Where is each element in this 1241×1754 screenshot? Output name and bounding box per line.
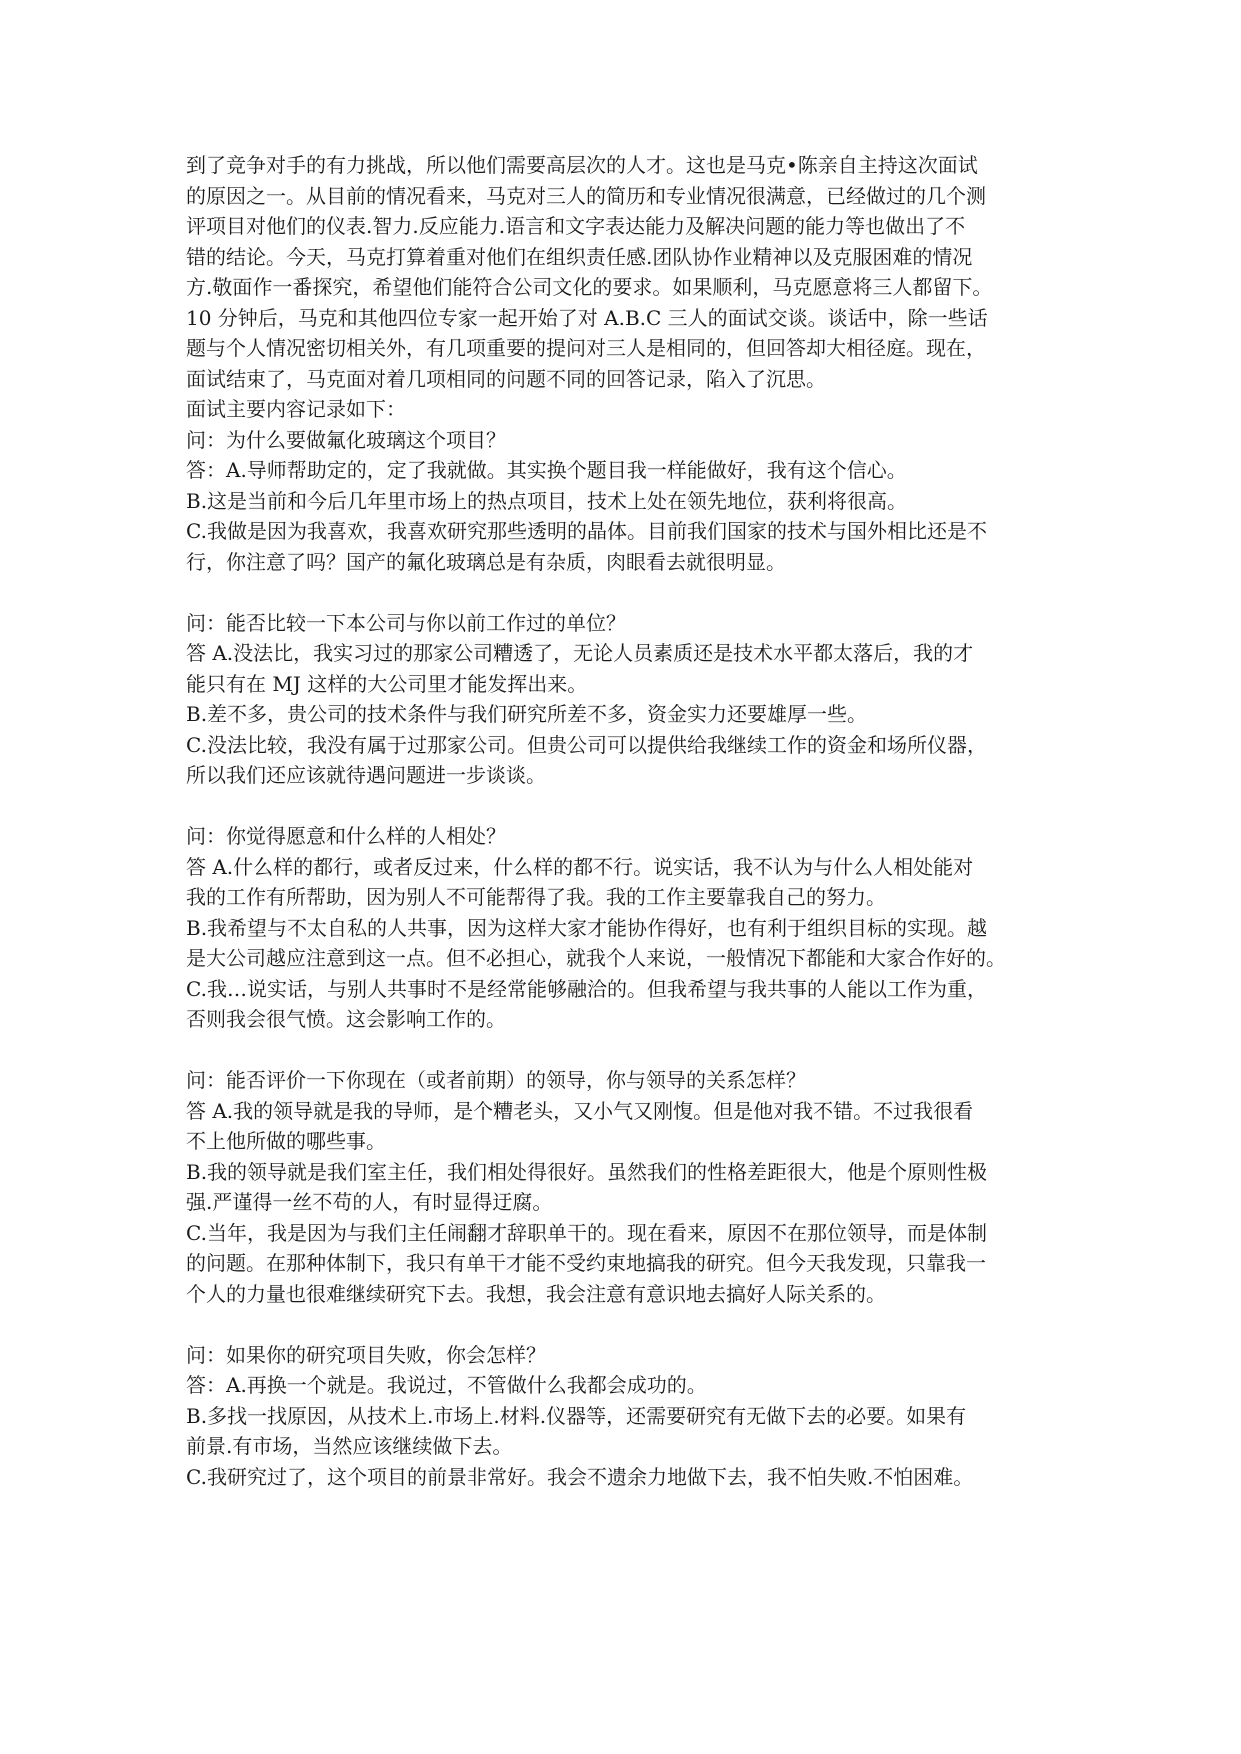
answer-c: 否则我会很气愤。这会影响工作的。 — [186, 1007, 506, 1031]
answer-b: 是大公司越应注意到这一点。但不必担心，就我个人来说，一般情况下都能和大家合作好的。 — [186, 946, 1006, 970]
answer-c: 所以我们还应该就待遇问题进一步谈谈。 — [186, 763, 546, 787]
paragraph-spacer — [186, 791, 1056, 822]
answer-c: 个人的力量也很难继续研究下去。我想，我会注意有意识地去搞好人际关系的。 — [186, 1281, 886, 1306]
answer-c: C.当年，我是因为与我们主任闹翻才辞职单干的。现在看来，原因不在那位领导，而是体制 — [186, 1220, 987, 1245]
answer-a: 我的工作有所帮助，因为别人不可能帮得了我。我的工作主要靠我自己的努力。 — [186, 885, 886, 909]
question: 问：能否比较一下本公司与你以前工作过的单位？ — [186, 610, 626, 635]
answer-b: B.多找一找原因，从技术上.市场上.材料.仪器等，还需要研究有无做下去的必要。如果有 — [186, 1403, 967, 1428]
answer-b: B.这是当前和今后几年里市场上的热点项目，技术上处在领先地位，获利将很高。 — [186, 488, 908, 513]
text-line: 题与个人情况密切相关外，有几项重要的提问对三人是相同的，但回答却大相径庭。现在， — [186, 336, 986, 360]
answer-a: 答：A.再换一个就是。我说过，不管做什么我都会成功的。 — [186, 1373, 707, 1397]
question: 问：为什么要做氟化玻璃这个项目？ — [186, 427, 506, 452]
text-line: 错的结论。今天，马克打算着重对他们在组织责任感.团队协作业精神以及克服困难的情况 — [186, 244, 973, 269]
answer-a: 答 A.我的领导就是我的导师，是个糟老头，又小气又刚愎。但是他对我不错。不过我很看 — [186, 1098, 974, 1123]
text-line: 10 分钟后，马克和其他四位专家一起开始了对 A.B.C 三人的面试交谈。谈话中，除一些话 — [186, 305, 988, 330]
qa-block — [186, 1065, 1056, 1309]
answer-b: B.差不多，贵公司的技术条件与我们研究所差不多，资金实力还要雄厚一些。 — [186, 702, 868, 726]
question: 问：能否评价一下你现在（或者前期）的领导，你与领导的关系怎样？ — [186, 1068, 806, 1092]
answer-a: 答 A.什么样的都行，或者反过来，什么样的都不行。说实话，我不认为与什么人相处能对 — [186, 854, 974, 879]
answer-b: 前景.有市场，当然应该继续做下去。 — [186, 1434, 513, 1458]
answer-a: 答：A.导师帮助定的，定了我就做。其实换个题目我一样能做好，我有这个信心。 — [186, 458, 907, 482]
paragraph-spacer — [186, 1309, 1056, 1340]
answer-c: C.我做是因为我喜欢，我喜欢研究那些透明的晶体。目前我们国家的技术与国外相比还是不 — [186, 519, 987, 543]
question: 问：如果你的研究项目失败，你会怎样？ — [186, 1342, 546, 1367]
answer-b: B.我希望与不太自私的人共事，因为这样大家才能协作得好，也有利于组织目标的实现。越 — [186, 915, 988, 940]
question: 问：你觉得愿意和什么样的人相处？ — [186, 824, 506, 848]
text-line: 到了竞争对手的有力挑战，所以他们需要高层次的人才。这也是马克•陈亲自主持这次面试 — [186, 153, 978, 177]
answer-c: C.我…说实话，与别人共事时不是经常能够融洽的。但我希望与我共事的人能以工作为重， — [186, 976, 987, 1001]
intro-paragraph — [186, 150, 1056, 425]
qa-block — [186, 1340, 1056, 1493]
text-line: 方.敬面作一番探究，希望他们能符合公司文化的要求。如果顺利，马克愿意将三人都留下。 — [186, 275, 993, 299]
answer-c: C.没法比较，我没有属于过那家公司。但贵公司可以提供给我继续工作的资金和场所仪器， — [186, 732, 987, 757]
text-line: 评项目对他们的仪表.智力.反应能力.语言和文字表达能力及解决问题的能力等也做出了不 — [186, 214, 966, 238]
answer-b: 强.严谨得一丝不苟的人，有时显得迂腐。 — [186, 1190, 553, 1214]
document-body — [186, 150, 1056, 1492]
section-heading: 面试主要内容记录如下： — [186, 397, 406, 421]
answer-c: C.我研究过了，这个项目的前景非常好。我会不遗余力地做下去，我不怕失败.不怕困难。 — [186, 1464, 974, 1489]
paragraph-spacer — [186, 577, 1056, 608]
qa-block — [186, 608, 1056, 791]
qa-block — [186, 425, 1056, 578]
qa-block — [186, 821, 1056, 1035]
paragraph-spacer — [186, 1035, 1056, 1066]
answer-a: 不上他所做的哪些事。 — [186, 1129, 386, 1153]
text-line: 的原因之一。从目前的情况看来，马克对三人的简历和专业情况很满意，已经做过的几个测 — [186, 183, 986, 208]
answer-c: 行，你注意了吗？国产的氟化玻璃总是有杂质，肉眼看去就很明显。 — [186, 549, 786, 574]
answer-b: B.我的领导就是我们室主任，我们相处得很好。虽然我们的性格差距很大，他是个原则性极 — [186, 1159, 988, 1184]
answer-a: 答 A.没法比，我实习过的那家公司糟透了，无论人员素质还是技术水平都太落后，我的才 — [186, 641, 974, 665]
answer-a: 能只有在 MJ 这样的大公司里才能发挥出来。 — [186, 671, 588, 696]
text-line: 面试结束了，马克面对着几项相同的问题不同的回答记录，陷入了沉思。 — [186, 366, 826, 391]
answer-c: 的问题。在那种体制下，我只有单干才能不受约束地搞我的研究。但今天我发现，只靠我一 — [186, 1251, 986, 1275]
